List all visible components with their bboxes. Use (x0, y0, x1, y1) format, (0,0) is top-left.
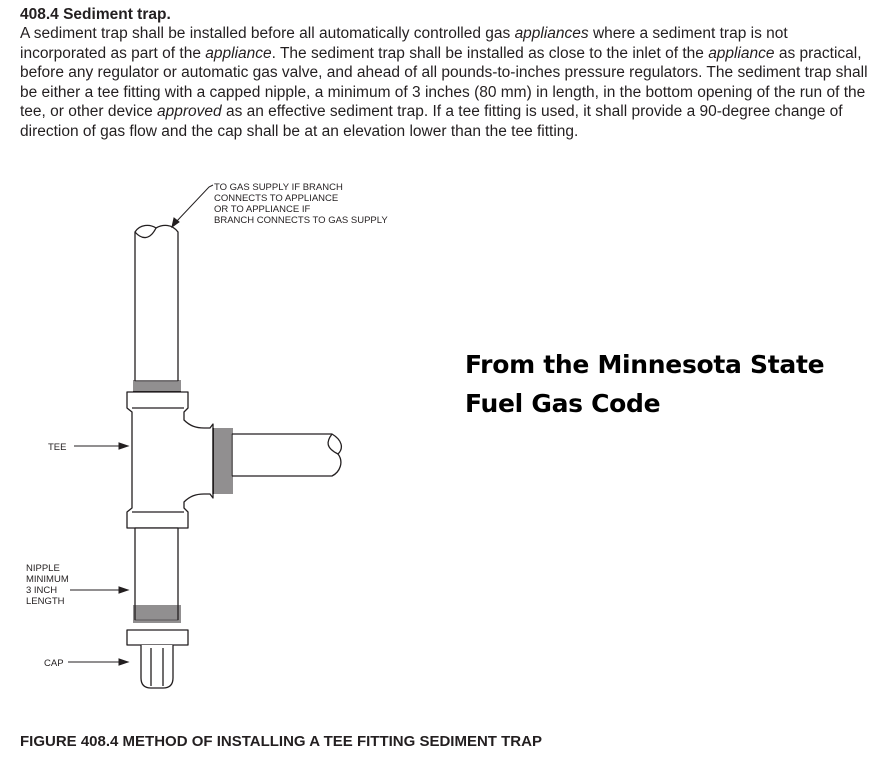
defined-term: appliances (514, 25, 589, 42)
tee-leader-arrow (74, 443, 128, 449)
section-title: 408.4 Sediment trap. (20, 6, 171, 23)
supply-label: TO GAS SUPPLY IF BRANCH CONNECTS TO APPLIANCE OR TO APPLIANCE IF BRANCH CONNECTS TO GAS SUPPLY (214, 182, 388, 226)
defined-term: approved (157, 103, 222, 121)
body-text-run: as practical, before any regulator or automatic gas valve, and ahead of all pounds-to-inches pressure regulators. The sediment trap shall be either a tee fitting with a capped nipple, a minimum of 3 inches (80 mm) in length, in the bottom opening of the run of the tee, or other device (20, 44, 868, 121)
body-text-run: where a sediment trap is not incorporated as part of the (20, 25, 788, 62)
cap-leader-arrow (68, 659, 128, 665)
defined-term: appliance (205, 44, 272, 62)
tee-fitting (127, 392, 213, 528)
branch-pipe-threads (214, 428, 232, 494)
nipple-label: NIPPLE MINIMUM 3 INCH LENGTH (26, 563, 69, 607)
supply-leader-arrow (172, 185, 213, 227)
cap-label: CAP (44, 658, 64, 669)
nipple-leader-arrow (70, 587, 128, 593)
body-text-run: as an effective sediment trap. If a tee fitting is used, it shall provide a 90-degree change of direction of gas flow and the cap shall be at an elevation lower than the tee fitting. (20, 103, 843, 140)
upper-supply-pipe (135, 225, 178, 381)
source-note-line-2: Fuel Gas Code (465, 389, 661, 418)
nipple-threads (133, 606, 181, 622)
source-note-line-1: From the Minnesota State (465, 350, 825, 379)
section-body (20, 24, 870, 142)
pipe-cap (127, 630, 188, 688)
body-text-run: . The sediment trap shall be installed as close to the inlet of the (271, 44, 709, 62)
body-text-run: A sediment trap shall be installed before all automatically controlled gas (20, 25, 515, 42)
upper-pipe-threads (133, 381, 181, 391)
tee-sediment-trap-diagram (0, 170, 880, 720)
defined-term: appliance (708, 44, 775, 62)
tee-label: TEE (48, 442, 67, 453)
figure-caption: FIGURE 408.4 METHOD OF INSTALLING A TEE FITTING SEDIMENT TRAP (20, 733, 542, 750)
branch-pipe (232, 434, 341, 476)
source-note (465, 345, 824, 423)
